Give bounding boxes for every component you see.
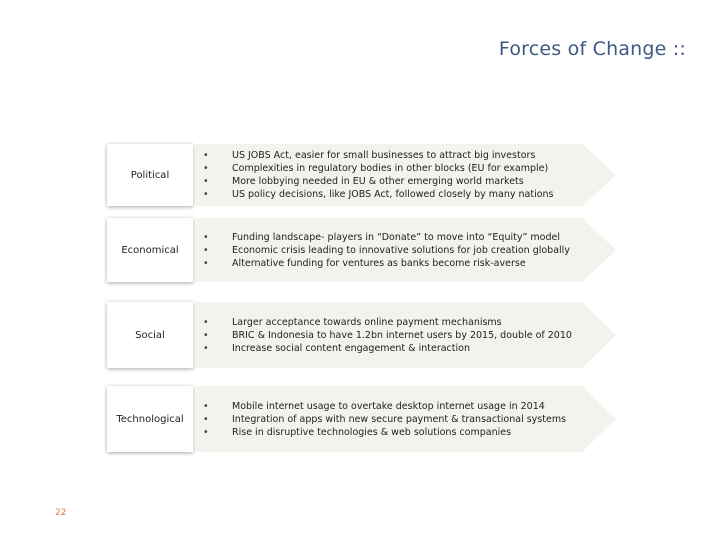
bullet-list [203, 218, 570, 282]
bullet-item: • Larger acceptance towards online payment mechanisms [203, 316, 572, 329]
bullet-item: • US policy decisions, like JOBS Act, followed closely by many nations [203, 188, 554, 201]
bullet-item: • Increase social content engagement & interaction [203, 342, 572, 355]
row-political [107, 144, 611, 206]
bullet-item: • More lobbying needed in EU & other emerging world markets [203, 175, 554, 188]
category-label-political: Political [107, 144, 193, 206]
bullet-list [203, 144, 554, 206]
bullet-item: • Rise in disruptive technologies & web solutions companies [203, 426, 566, 439]
bullet-item: • Complexities in regulatory bodies in other blocks (EU for example) [203, 162, 554, 175]
slide-title: Forces of Change :: [498, 38, 686, 60]
bullet-item: • US JOBS Act, easier for small businesses to attract big investors [203, 149, 554, 162]
category-label-social: Social [107, 302, 193, 368]
bullet-item: • Alternative funding for ventures as banks become risk-averse [203, 257, 570, 270]
bullet-list [203, 302, 572, 368]
bullet-list [203, 386, 566, 452]
bullet-item: • Mobile internet usage to overtake desktop internet usage in 2014 [203, 400, 566, 413]
category-label-economical: Economical [107, 218, 193, 282]
page-number: 22 [55, 508, 67, 518]
row-economical [107, 218, 611, 282]
bullet-item: • BRIC & Indonesia to have 1.2bn internet users by 2015, double of 2010 [203, 329, 572, 342]
row-social [107, 302, 611, 368]
category-label-technological: Technological [107, 386, 193, 452]
bullet-item: • Economic crisis leading to innovative solutions for job creation globally [203, 244, 570, 257]
bullet-item: • Integration of apps with new secure payment & transactional systems [203, 413, 566, 426]
bullet-item: • Funding landscape- players in “Donate” to move into “Equity” model [203, 231, 570, 244]
row-technological [107, 386, 611, 452]
